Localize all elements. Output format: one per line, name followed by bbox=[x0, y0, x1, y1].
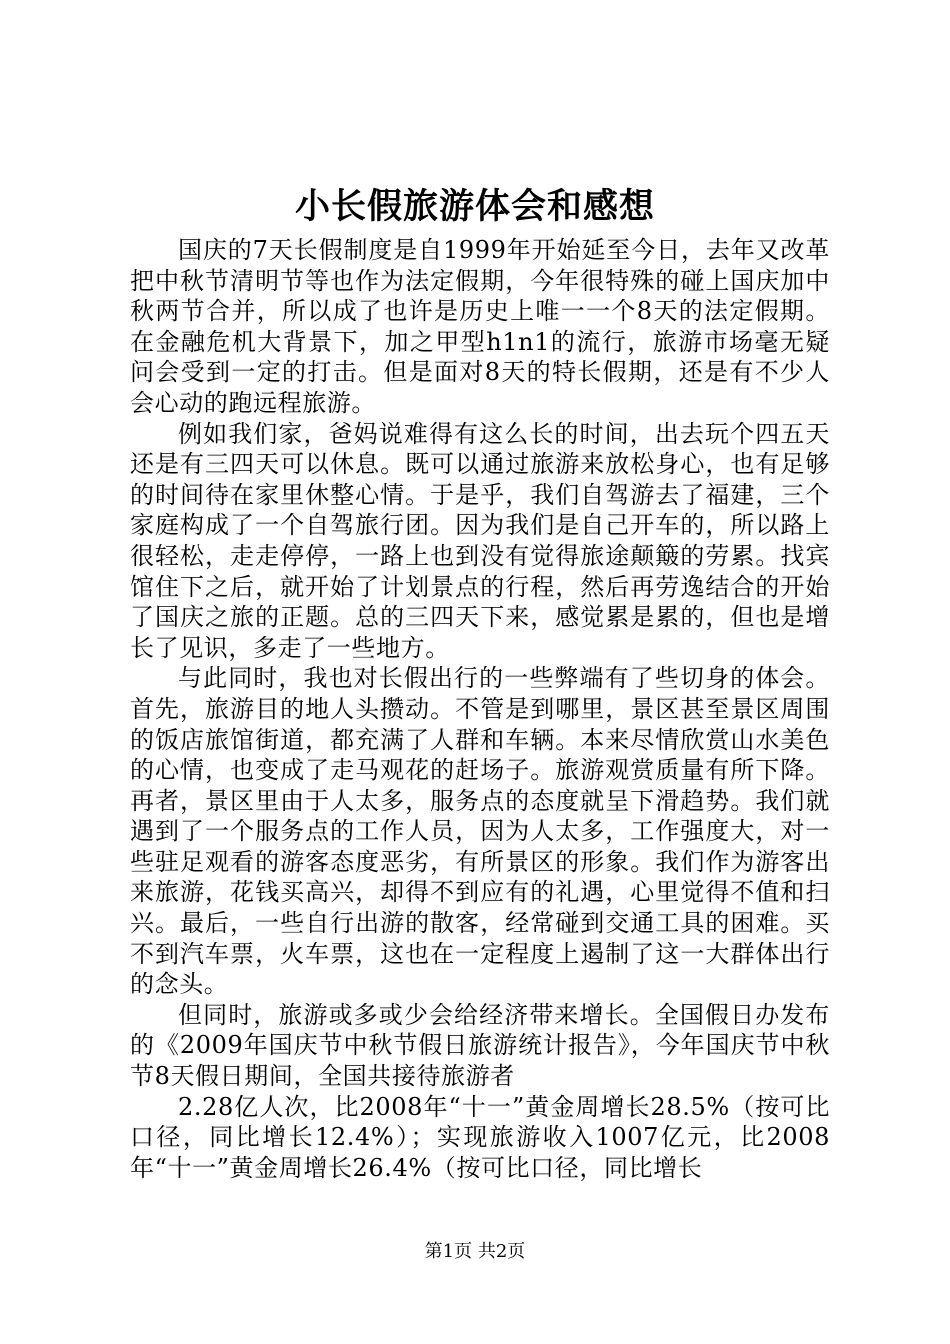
page-number-footer: 第1页 共2页 bbox=[424, 1241, 526, 1262]
paragraph-5: 2.28亿人次，比2008年“十一”黄金周增长28.5%（按可比口径，同比增长12.4%）；实现旅游收入1007亿元，比2008年“十一”黄金周增长26.4%（按可比口径，同比增长 bbox=[130, 1092, 830, 1182]
paragraph-3: 与此同时，我也对长假出行的一些弊端有了些切身的体会。首先，旅游目的地人头攒动。不管是到哪里，景区甚至景区周围的饭店旅馆街道，都充满了人群和车辆。本来尽情欣赏山水美色的心情，也变成了走马观花的赶场子。旅游观赏质量有所下降。再者，景区里由于人太多，服务点的态度就呈下滑趋势。我们就遇到了一个服务点的工作人员，因为人太多，工作强度大，对一些驻足观看的游客态度恶劣，有所景区的形象。我们作为游客出来旅游，花钱买高兴，却得不到应有的礼遇，心里觉得不值和扫兴。最后，一些自行出游的散客，经常碰到交通工具的困难。买不到汽车票，火车票，这也在一定程度上遏制了这一大群体出行的念头。 bbox=[130, 664, 830, 999]
paragraph-2: 例如我们家，爸妈说难得有这么长的时间，出去玩个四五天还是有三四天可以休息。既可以通过旅游来放松身心，也有足够的时间待在家里休整心情。于是乎，我们自驾游去了福建，三个家庭构成了一个自驾旅行团。因为我们是自己开车的，所以路上很轻松，走走停停，一路上也到没有觉得旅途颠簸的劳累。找宾馆住下之后，就开始了计划景点的行程，然后再劳逸结合的开始了国庆之旅的正题。总的三四天下来，感觉累是累的，但也是增长了见识，多走了一些地方。 bbox=[130, 419, 830, 662]
paragraph-1: 国庆的7天长假制度是自1999年开始延至今日，去年又改革把中秋节清明节等也作为法定假期，今年很特殊的碰上国庆加中秋两节合并，所以成了也许是历史上唯一一个8天的法定假期。在金融危机大背景下，加之甲型h1n1的流行，旅游市场毫无疑问会受到一定的打击。但是面对8天的特长假期，还是有不少人会心动的跑远程旅游。 bbox=[130, 236, 830, 417]
document-title: 小长假旅游体会和感想 bbox=[294, 186, 655, 227]
document-body bbox=[130, 235, 830, 1183]
paragraph-4: 但同时，旅游或多或少会给经济带来增长。全国假日办发布的《2009年国庆节中秋节假日旅游统计报告》，今年国庆节中秋节8天假日期间，全国共接待旅游者 bbox=[130, 1000, 830, 1091]
